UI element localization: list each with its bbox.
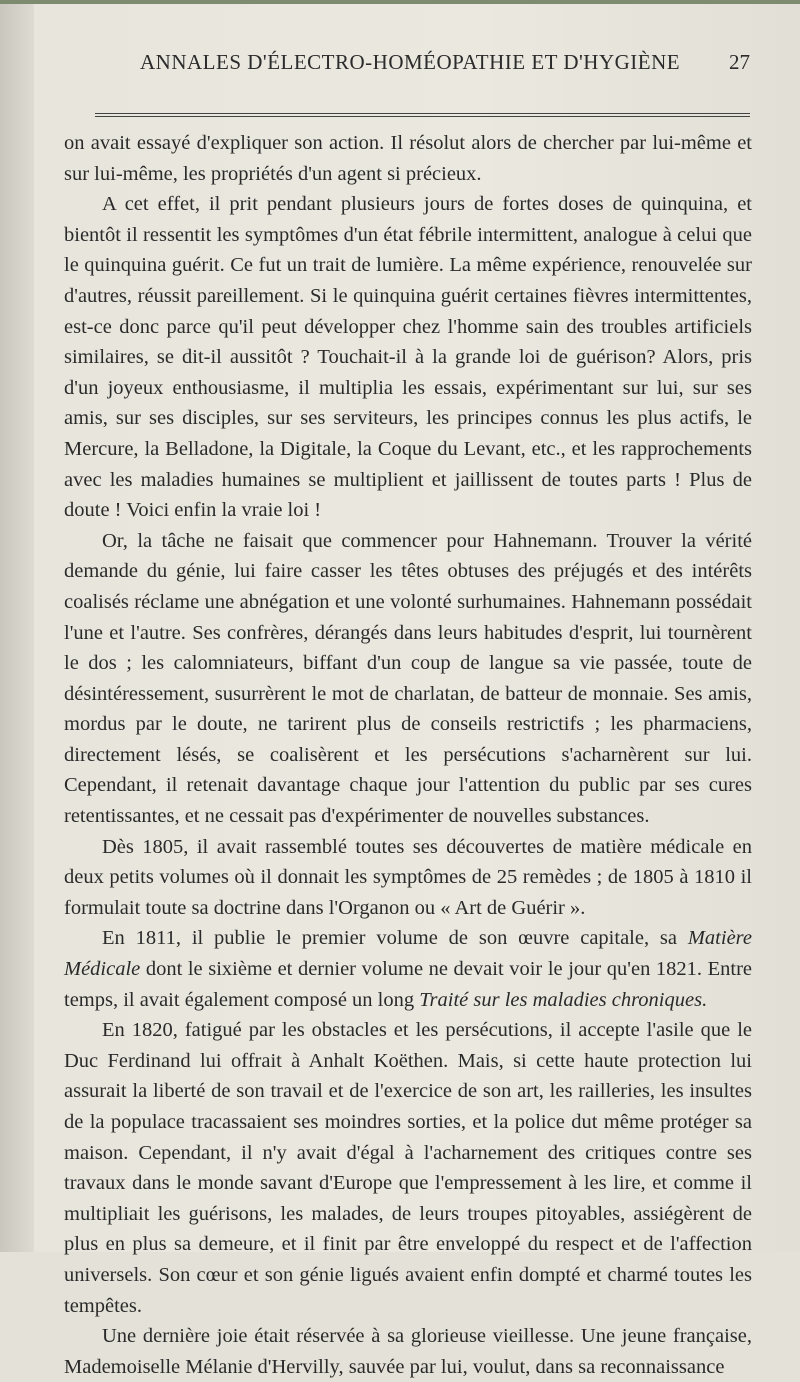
paragraph-3: Or, la tâche ne faisait que commencer pour Hahnemann. Trouver la vérité demande du génie, lui faire casser les têtes obtuses des préjugés et des intérêts coalisés réclame une abnégation et une volonté surhumaines. Hahnemann possédait l'une et l'autre. Ses confrères, dérangés dans leurs habitudes d'esprit, lui tournèrent le dos ; les calomniateurs, biffant d'un coup de langue sa vie passée, toute de désintéressement, susurrèrent le mot de charlatan, de batteur de monnaie. Ses amis, mordus par le doute, ne tarirent plus de conseils restrictifs ; les pharmaciens, directement lésés, se coalisèrent et les persécutions s'acharnèrent sur lui. Cependant, il retenait davantage chaque jour l'attention du public par ses cures retentissantes, et ne cessait pas d'expérimenter de nouvelles substances. (64, 529, 752, 828)
paragraph-7: Une dernière joie était réservée à sa glorieuse vieillesse. Une jeune française, Mademoiselle Mélanie d'Hervilly, sauvée par lui, voulut, dans sa reconnaissance (64, 1325, 752, 1378)
paragraph-5-part-2: dont le sixième et dernier volume ne devait voir le jour qu'en 1821. Entre temps, il avait également composé un long (64, 958, 753, 1011)
paragraph-1: on avait essayé d'expliquer son action. Il résolut alors de chercher par lui-même et sur lui-même, les propriétés d'un agent si précieux. (64, 132, 752, 185)
paragraph-5 (64, 923, 752, 1015)
journal-title: ANNALES D'ÉLECTRO-HOMÉOPATHIE ET D'HYGIÈNE (140, 50, 681, 74)
paragraph-6: En 1820, fatigué par les obstacles et les persécutions, il accepte l'asile que le Duc Ferdinand lui offrait à Anhalt Koëthen. Mais, si cette haute protection lui assurait la liberté de son travail et de l'exercice de son art, les railleries, les insultes de la populace tracassaient ses moindres sorties, et la police dut même protéger sa maison. Cependant, il n'y avait d'égal à l'acharnement des critiques contre ses travaux dans le monde savant d'Europe que l'empressement à les lire, et comme il multipliait les guérisons, les malades, de leurs troupes pitoyables, assiégèrent de plus en plus sa demeure, et il finit par être enveloppé du respect et de l'affection universels. Son cœur et son génie ligués avaient enfin dompté et charmé toutes les tempêtes. (64, 1019, 752, 1317)
paragraph-5-part-1: En 1811, il publie le premier volume de son œuvre capitale, sa (102, 927, 678, 950)
paragraph-4: Dès 1805, il avait rassemblé toutes ses découvertes de matière médicale en deux petits volumes où il donnait les symptômes de 25 remèdes ; de 1805 à 1810 il formulait toute sa doctrine dans l'Organon ou « Art de Guérir ». (64, 835, 752, 919)
page-top-edge (0, 0, 800, 4)
header-rule (95, 113, 750, 117)
work-title-traite: Traité sur les maladies chroniques. (419, 988, 708, 1011)
running-header (140, 50, 750, 96)
paragraph-2: A cet effet, il prit pendant plusieurs jours de fortes doses de quinquina, et bientôt il ressentit les symptômes d'un état fébrile intermittent, analogue à celui que le quinquina guérit. Ce fut un trait de lumière. La même expérience, renouvelée sur d'autres, réussit pareillement. Si le quinquina guérit certaines fièvres intermittentes, est-ce donc parce qu'il peut développer chez l'homme sain des troubles artificiels similaires, se dit-il aussitôt ? Touchait-il à la grande loi de guérison? Alors, pris d'un joyeux enthousiasme, il multiplia les essais, expérimentant sur lui, sur ses amis, sur ses disciples, sur ses serviteurs, les principes connus les plus actifs, le Mercure, la Belladone, la Digitale, la Coque du Levant, etc., et les rapprochements avec les maladies humaines se multiplient et jaillissent de toutes parts ! Plus de doute ! Voici enfin la vraie loi ! (64, 193, 752, 522)
work-title-matiere-medicale: Matière Médicale (64, 927, 752, 981)
page-number: 27 (729, 50, 750, 74)
article-body (64, 128, 752, 1382)
page-edge-shadow (0, 0, 34, 1252)
